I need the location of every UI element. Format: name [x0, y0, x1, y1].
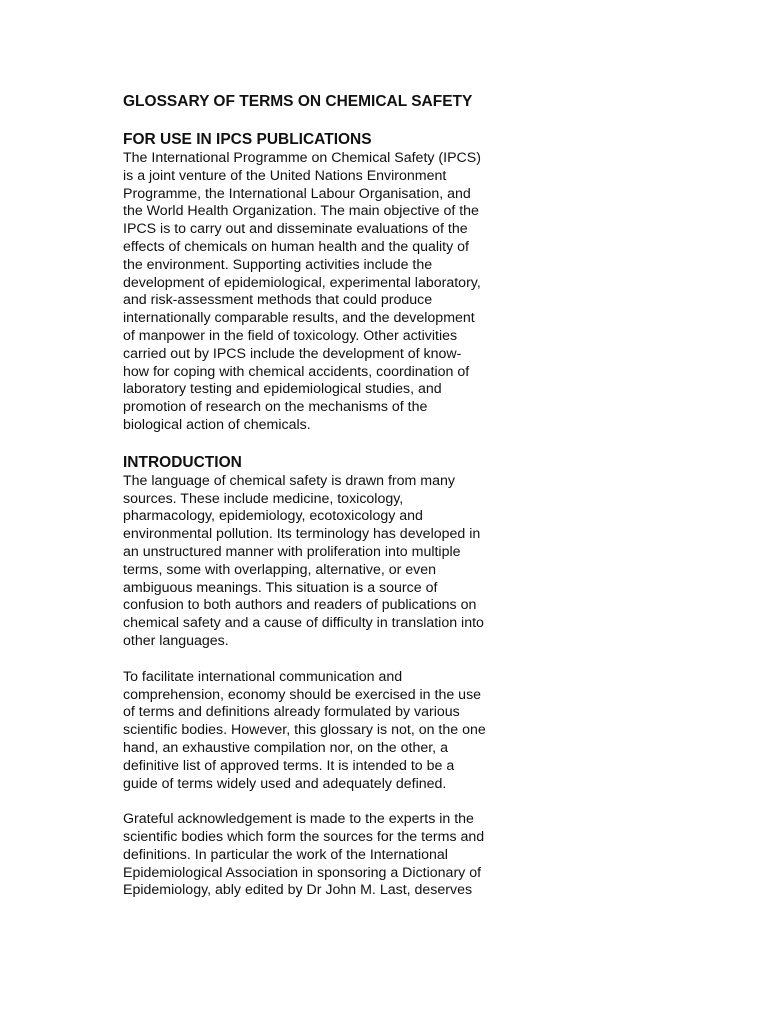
text-line: the World Health Organization. The main objective of the [123, 203, 479, 220]
text-line: effects of chemicals on human health and the quality of [123, 238, 469, 255]
text-line: Grateful acknowledgement is made to the experts in the [123, 811, 474, 828]
text-line: hand, an exhaustive compilation nor, on the other, a [123, 739, 448, 756]
text-line: The International Programme on Chemical Safety (IPCS) [123, 150, 481, 166]
text-line: Programme, the International Labour Organisation, and [123, 185, 471, 202]
text-line: how for coping with chemical accidents, coordination of [123, 363, 470, 380]
text-line: is a joint venture of the United Nations Environment [123, 167, 447, 184]
text-line: terms, some with overlapping, alternative, or even [123, 561, 437, 578]
document-title: GLOSSARY OF TERMS ON CHEMICAL SAFETY [123, 93, 473, 110]
introduction-paragraph-1 [123, 473, 523, 651]
document-subtitle: FOR USE IN IPCS PUBLICATIONS [123, 131, 372, 148]
text-line: development of epidemiological, experimental laboratory, [123, 274, 481, 291]
text-line: ambiguous meanings. This situation is a source of [123, 579, 438, 596]
document-page [123, 92, 523, 900]
text-line: definitive list of approved terms. It is intended to be a [123, 757, 455, 774]
text-line: confusion to both authors and readers of publications on [123, 597, 477, 614]
introduction-heading: INTRODUCTION [123, 453, 242, 471]
text-line: sources. These include medicine, toxicology, [123, 490, 404, 507]
text-line: chemical safety and a cause of difficulty in translation into [123, 615, 484, 632]
text-line: scientific bodies which form the sources for the terms and [123, 829, 485, 846]
text-line: carried out by IPCS include the development of know- [123, 345, 462, 362]
text-line: other languages. [123, 632, 229, 649]
text-line: internationally comparable results, and the development [123, 310, 475, 327]
text-line: laboratory testing and epidemiological studies, and [123, 381, 442, 398]
text-line: comprehension, economy should be exercised in the use [123, 686, 482, 703]
text-line: and risk-assessment methods that could produce [123, 292, 433, 309]
text-line: The language of chemical safety is drawn from many [123, 472, 455, 489]
text-line: pharmacology, epidemiology, ecotoxicology and [123, 508, 423, 525]
text-line: biological action of chemicals. [123, 416, 311, 433]
text-line: the environment. Supporting activities include the [123, 256, 433, 273]
text-line: IPCS is to carry out and disseminate evaluations of the [123, 221, 468, 238]
text-line: guide of terms widely used and adequately defined. [123, 775, 447, 792]
text-line: Epidemiology, ably edited by Dr John M. Last, deserves [123, 882, 473, 899]
introduction-paragraph-2 [123, 669, 523, 794]
text-line: scientific bodies. However, this glossary is not, on the one [123, 722, 486, 739]
text-line: of manpower in the field of toxicology. Other activities [123, 327, 458, 344]
text-line: of terms and definitions already formulated by various [123, 704, 460, 721]
text-line: an unstructured manner with proliferation into multiple [123, 543, 461, 560]
text-line: To facilitate international communication and [123, 668, 403, 685]
text-line: promotion of research on the mechanisms of the [123, 399, 428, 416]
ipcs-intro-paragraph [123, 150, 523, 435]
text-line: environmental pollution. Its terminology has developed in [123, 526, 481, 543]
introduction-paragraph-3 [123, 811, 523, 900]
text-line: definitions. In particular the work of the International [123, 846, 448, 863]
text-line: Epidemiological Association in sponsoring a Dictionary of [123, 864, 482, 881]
